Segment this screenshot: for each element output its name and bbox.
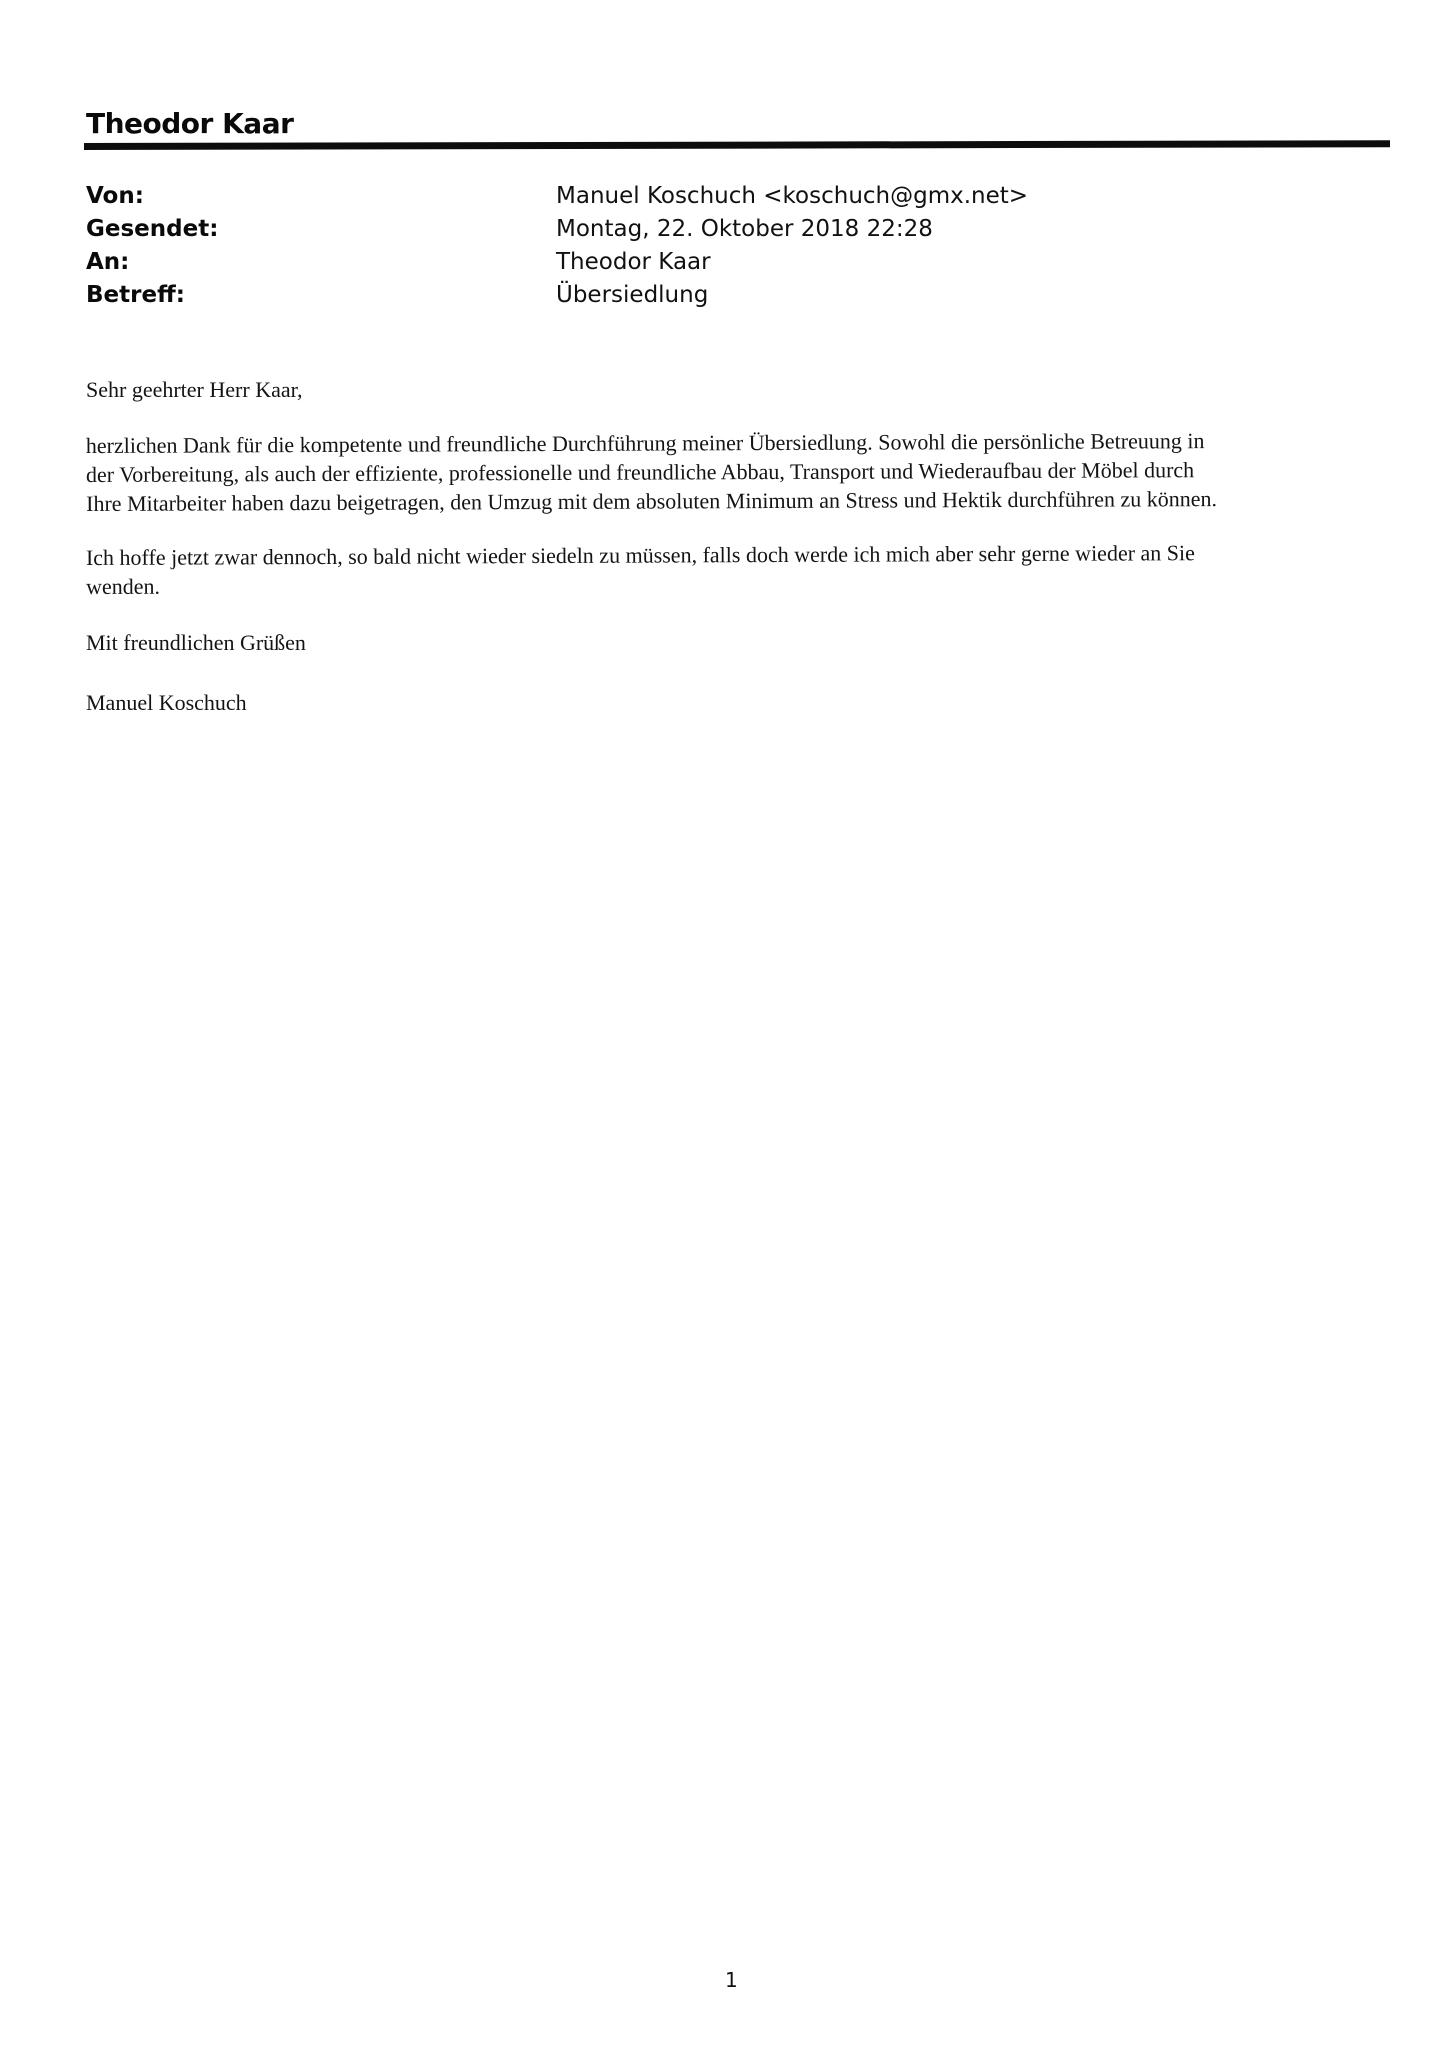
email-body [86, 375, 1366, 717]
header-row-from [86, 183, 1386, 216]
subject-value: Übersiedlung [556, 282, 709, 308]
body-paragraph-1-line-1: herzlichen Dank für die kompetente und freundliche Durchführung meiner Übersiedlung. Sowohl die persönliche Betreuung in [85, 428, 1205, 459]
body-paragraph-1-line-3: Ihre Mitarbeiter haben dazu beigetragen, den Umzug mit dem absoluten Minimum an Stress und Hektik durchführen zu können. [86, 486, 1218, 516]
mailbox-owner-name: Theodor Kaar [86, 107, 294, 140]
salutation: Sehr geehrter Herr Kaar, [86, 377, 303, 402]
body-paragraph-2-line-2: wenden. [86, 573, 161, 599]
header-divider-rule [84, 140, 1390, 150]
to-value: Theodor Kaar [556, 249, 711, 275]
subject-label: Betreff: [86, 282, 185, 308]
body-paragraph-2-line-1: Ich hoffe jetzt zwar dennoch, so bald nicht wieder siedeln zu müssen, falls doch werde ich mich aber sehr gerne wieder an Sie [85, 540, 1195, 570]
body-paragraph-2 [86, 537, 1366, 601]
closing: Mit freundlichen Grüßen [86, 630, 306, 655]
body-paragraph-1-line-2: der Vorbereitung, als auch der effiziente, professionelle und freundliche Abbau, Transport und Wiederaufbau der Möbel durch [85, 457, 1195, 487]
from-value: Manuel Koschuch <koschuch@gmx.net> [556, 183, 1029, 209]
body-paragraph-1 [86, 425, 1366, 518]
to-label: An: [86, 249, 130, 275]
signature: Manuel Koschuch [86, 690, 247, 715]
from-label: Von: [86, 183, 144, 209]
page-number: 1 [725, 1968, 738, 1992]
header-row-subject [86, 282, 1386, 315]
header-row-sent [86, 216, 1386, 249]
header-row-to [86, 249, 1386, 282]
sent-value: Montag, 22. Oktober 2018 22:28 [556, 216, 933, 242]
sent-label: Gesendet: [86, 216, 219, 242]
email-header-block [86, 183, 1386, 315]
